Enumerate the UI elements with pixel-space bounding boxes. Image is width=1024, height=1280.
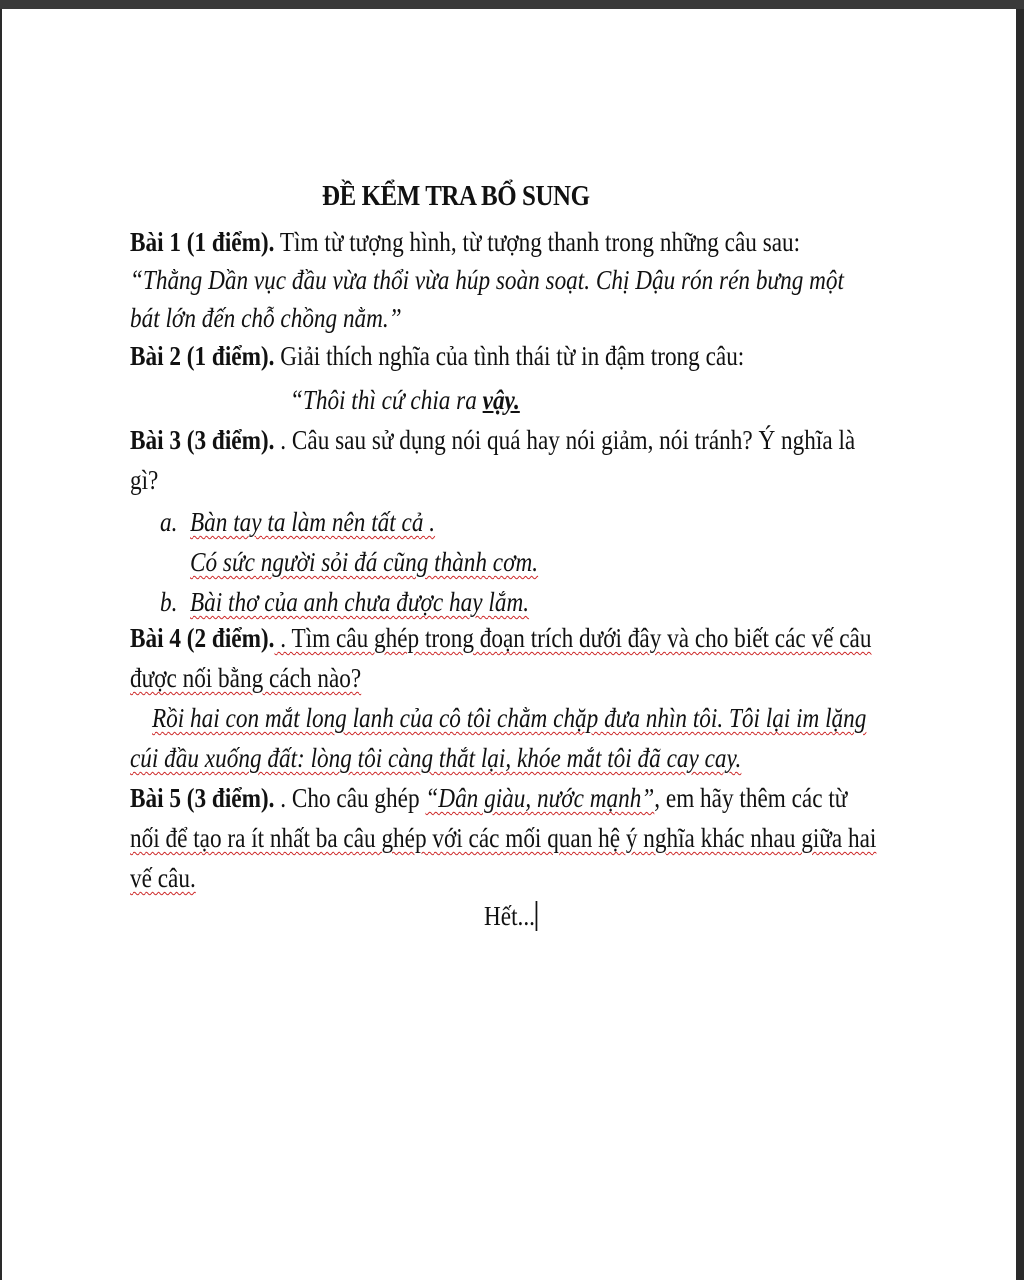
bai3-question-line — [130, 424, 855, 456]
bai4-question-cont-text: được nối bằng cách nào? — [130, 663, 362, 693]
bai3-label: Bài 3 (3 điểm). — [130, 425, 275, 455]
bai5-line3-text: vế câu. — [130, 863, 196, 893]
bai4-passage-line2 — [130, 742, 741, 774]
bai5-line3 — [130, 862, 196, 894]
end-text: Hết... — [484, 901, 535, 931]
bai2-question: Giải thích nghĩa của tình thái từ in đậm trong câu: — [274, 341, 745, 371]
bai5-question-post: , em hãy thêm các từ — [654, 783, 848, 813]
bai4-passage-line2-text: cúi đầu xuống đất: lòng tôi càng thắt lại, khóe mắt tôi đã cay cay. — [130, 743, 742, 773]
bai4-passage-line1-text: Rồi hai con mắt long lanh của cô tôi chằm chặp đưa nhìn tôi. Tôi lại im lặng — [152, 703, 867, 733]
bai3-item-b-line1-text: Bài thơ của anh chưa được hay lắm. — [190, 587, 530, 617]
document-title: ĐỀ KỂM TRA BỔ SUNG — [322, 180, 590, 212]
bai3-item-a-line1-text: Bàn tay ta làm nên tất cả . — [190, 507, 436, 537]
bai1-quote-line1: “Thằng Dần vục đầu vừa thổi vừa húp soàn soạt. Chị Dậu rón rén bưng một — [130, 265, 844, 295]
bai1-quote-line2: bát lớn đến chỗ chồng nằm.” — [130, 303, 402, 333]
bai2-quote-line — [290, 384, 520, 416]
bai5-label: Bài 5 (3 điểm). — [130, 783, 275, 813]
bai5-line2-text: nối để tạo ra ít nhất ba câu ghép với các mối quan hệ ý nghĩa khác nhau giữa hai — [130, 823, 877, 853]
bai4-question-cont — [130, 662, 361, 694]
bai1-question: Tìm từ tượng hình, từ tượng thanh trong những câu sau: — [274, 227, 801, 257]
bai4-question: . Tìm câu ghép trong đoạn trích dưới đây và cho biết các vế câu — [274, 623, 872, 653]
bai5-quote: “Dân giàu, nước mạnh” — [425, 783, 655, 813]
bai4-label: Bài 4 (2 điểm). — [130, 623, 275, 653]
bai3-item-b-line1 — [190, 586, 529, 618]
bai5-line2 — [130, 822, 876, 854]
bai2-question-line — [130, 340, 744, 372]
bai3-item-a-marker: a. — [160, 507, 178, 537]
bai3-question: . Câu sau sử dụng nói quá hay nói giảm, nói tránh? Ý nghĩa là — [274, 425, 856, 455]
bai5-question-line — [130, 782, 847, 814]
bai2-quote-emphasis: vậy. — [482, 385, 520, 415]
bai4-question-line — [130, 622, 871, 654]
bai1-question-line — [130, 226, 800, 258]
bai1-label: Bài 1 (1 điểm). — [130, 227, 275, 257]
text-cursor — [536, 901, 538, 931]
bai3-item-a-line1 — [190, 506, 435, 538]
bai3-item-b-marker: b. — [160, 587, 178, 617]
end-line[interactable] — [484, 900, 538, 932]
bai2-label: Bài 2 (1 điểm). — [130, 341, 275, 371]
bai4-passage-line1 — [152, 702, 866, 734]
bai3-question-cont: gì? — [130, 465, 159, 495]
bai3-item-a-line2 — [190, 546, 538, 578]
bai5-question-pre: . Cho câu ghép — [274, 783, 426, 813]
bai3-item-a-line2-text: Có sức người sỏi đá cũng thành cơm. — [190, 547, 539, 577]
bai2-quote-text: “Thôi thì cứ chia ra — [290, 385, 483, 415]
